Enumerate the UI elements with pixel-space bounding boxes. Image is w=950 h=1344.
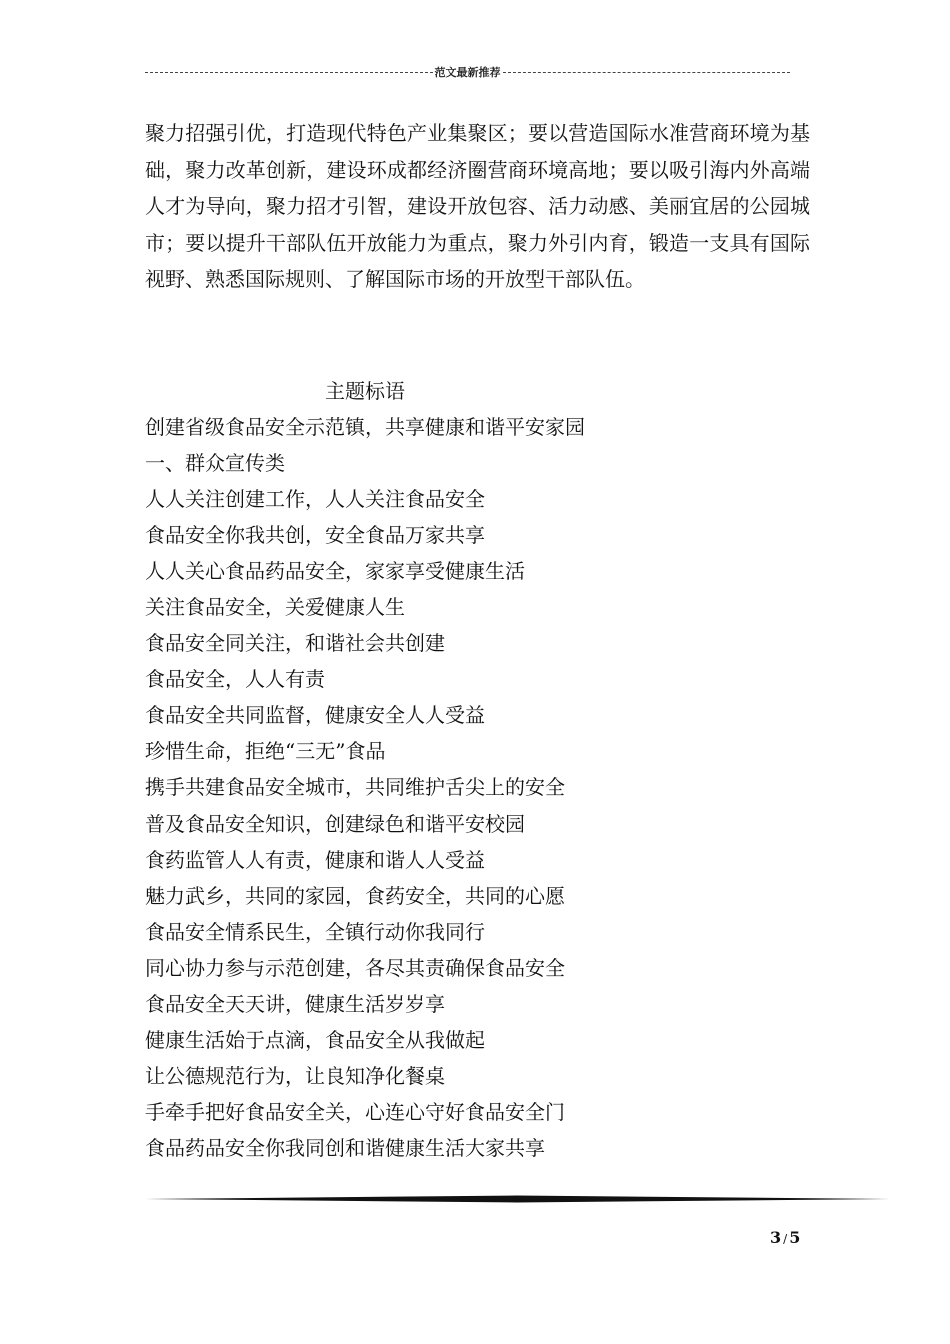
slogan-line: 食品安全你我共创，安全食品万家共享	[145, 523, 485, 548]
slogan-line: 魅力武乡，共同的家园，食药安全，共同的心愿	[145, 883, 565, 908]
slogan-line: 人人关心食品药品安全，家家享受健康生活	[145, 559, 525, 584]
slogan-list	[145, 409, 825, 1166]
page-total: 5	[789, 1228, 801, 1247]
slogan-line: 携手共建食品安全城市，共同维护舌尖上的安全	[145, 775, 565, 800]
header-rule	[145, 64, 790, 80]
slogan-line: 珍惜生命，拒绝“三无”食品	[145, 739, 386, 764]
body-paragraph: 聚力招强引优，打造现代特色产业集聚区；要以营造国际水准营商环境为基础，聚力改革创新，建设环成都经济圈营商环境高地；要以吸引海内外高端人才为导向，聚力招才引智，建设开放包容、活力动感、美丽宜居的公园城市；要以提升干部队伍开放能力为重点，聚力外引内育，锻造一支具有国际视野、熟悉国际规则、了解国际市场的开放型干部队伍。	[145, 121, 810, 291]
slogan-line: 人人关注创建工作，人人关注食品安全	[145, 487, 485, 512]
header-label: 范文最新推荐	[434, 66, 501, 79]
slogan-line: 食品安全共同监督，健康安全人人受益	[145, 703, 485, 728]
header-dash-left	[145, 72, 433, 73]
slogan-line: 食药监管人人有责，健康和谐人人受益	[145, 847, 485, 872]
page-current: 3	[770, 1228, 782, 1247]
slogan-line: 手牵手把好食品安全关，心连心守好食品安全门	[145, 1099, 565, 1124]
category-heading: 一、群众宣传类	[145, 451, 285, 476]
slogan-line: 食品安全天天讲，健康生活岁岁享	[145, 991, 445, 1016]
slogan-line: 食品安全同关注，和谐社会共创建	[145, 631, 445, 656]
footer-rule	[145, 1195, 890, 1203]
slogan-line: 食品药品安全你我同创和谐健康生活大家共享	[145, 1135, 545, 1160]
slogan-line: 创建省级食品安全示范镇，共享健康和谐平安家园	[145, 415, 585, 439]
section-title: 主题标语	[325, 379, 405, 403]
slogan-line: 食品安全，人人有责	[145, 667, 325, 692]
slogan-line: 关注食品安全，关爱健康人生	[145, 595, 405, 620]
slogan-line: 健康生活始于点滴，食品安全从我做起	[145, 1027, 485, 1052]
header-dash-right	[503, 72, 791, 73]
page-separator: /	[783, 1232, 788, 1246]
slogan-line: 同心协力参与示范创建，各尽其责确保食品安全	[145, 955, 565, 980]
page-number	[770, 1228, 800, 1247]
slogan-line: 普及食品安全知识，创建绿色和谐平安校园	[145, 811, 525, 836]
slogan-line: 让公德规范行为，让良知净化餐桌	[145, 1063, 445, 1088]
slogan-line: 食品安全情系民生，全镇行动你我同行	[145, 919, 485, 944]
